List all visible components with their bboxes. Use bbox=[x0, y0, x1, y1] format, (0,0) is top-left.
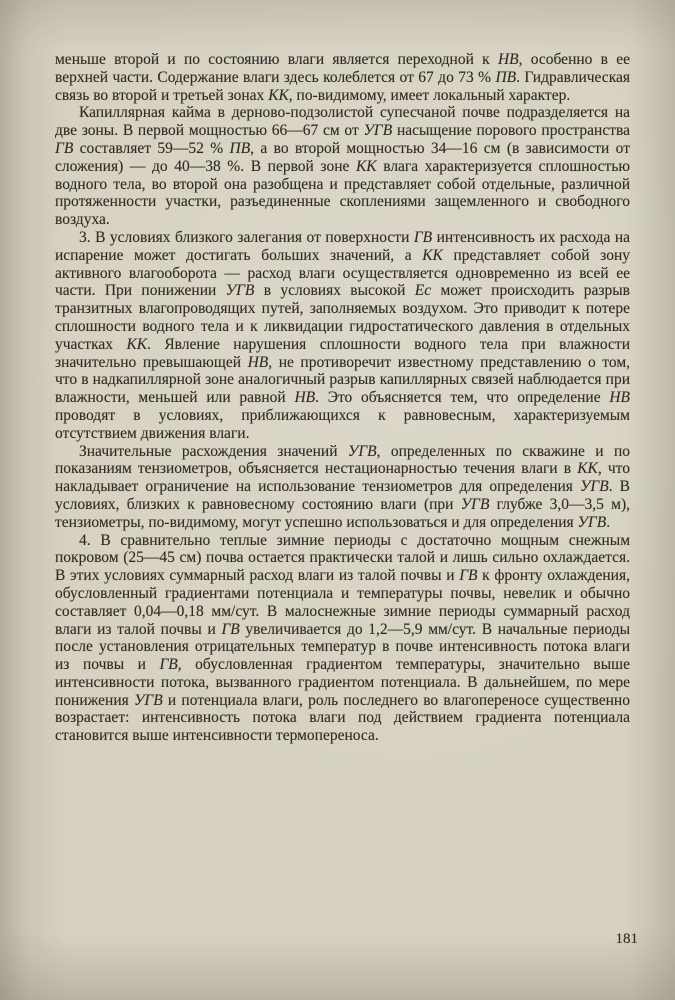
italic-term: ПВ bbox=[495, 68, 517, 86]
italic-term: УГВ bbox=[225, 282, 255, 300]
paragraph: 4. В сравнительно теплые зимние периоды с достаточно мощным снежным покровом (25—45 см) почва остается практически талой и лишь сильно охлаждается. В этих условиях суммарный расход влаги из талой почвы и ГВ к фронту охлаждения, обусловленный градиентами потенциала и температуры почвы, невелик и обычно составляет 0,04—0,18 мм/сут. В малоснежные зимние периоды суммарный расход влаги из талой почвы и ГВ увеличивается до 1,2—5,9 мм/сут. В начальные периоды после установления отрицательных температур в почве интенсивность потока влаги из почвы и ГВ, обусловленная градиентом температуры, значительно выше интенсивности потока, вызванного градиентом потенциала. В дальнейшем, по мере понижения УГВ и потенциала влаги, роль последнего во влагопереносе существенно возрастает: интенсивность потока влаги под действием градиента потенциала становится выше интенсивности термопереноса. bbox=[55, 531, 630, 745]
italic-term: ГВ bbox=[459, 567, 478, 585]
italic-term: ПВ bbox=[229, 139, 251, 157]
italic-term: КК bbox=[356, 157, 377, 175]
italic-term: КК bbox=[126, 335, 148, 353]
italic-term: УГВ bbox=[347, 442, 377, 460]
italic-term: НВ bbox=[294, 389, 316, 407]
paragraph: меньше второй и по состоянию влаги является переходной к НВ, особенно в ее верхней части. Содержание влаги здесь колеблется от 67 до 73 % ПВ. Гидравлическая связь во второй и третьей зонах КК, по-видимому, имеет локальный характер. bbox=[55, 51, 630, 104]
italic-term: УГВ bbox=[580, 478, 609, 496]
italic-term: Ес bbox=[414, 282, 432, 300]
italic-term: УГВ bbox=[363, 122, 393, 140]
text-block bbox=[55, 51, 630, 745]
italic-term: УГВ bbox=[460, 495, 490, 513]
italic-term: ГВ bbox=[159, 656, 178, 674]
italic-term: НВ bbox=[247, 353, 269, 371]
paragraph: Значительные расхождения значений УГВ, определенных по скважине и по показаниям тензиометров, объясняется нестационарностью течения влаги в КК, что накладывает ограничение на использование тензиометров для определения УГВ. В условиях, близких к равновесному состоянию влаги (при УГВ глубже 3,0—3,5 м), тензиометры, по-видимому, могут успешно использоваться и для определения УГВ. bbox=[55, 442, 630, 531]
italic-term: ГВ bbox=[55, 139, 74, 157]
italic-term: ГВ bbox=[413, 228, 433, 246]
italic-term: КК bbox=[422, 246, 443, 264]
italic-term: УГВ bbox=[133, 691, 163, 709]
italic-term: ГВ bbox=[221, 620, 240, 638]
page-number: 181 bbox=[615, 931, 638, 947]
paragraph: Капиллярная кайма в дерново-подзолистой супесчаной почве подразделяется на две зоны. В первой мощностью 66—67 см от УГВ насыщение порового пространства ГВ составляет 59—52 % ПВ, а во второй мощностью 34—16 см (в зависимости от сложения) — до 40—38 %. В первой зоне КК влага характеризуется сплошностью водного тела, во второй она разобщена и представляет собой отдельные, различной протяженности участки, разъединенные скоплениями защемленного и свободного воздуха. bbox=[55, 104, 631, 229]
italic-term: НВ bbox=[497, 51, 519, 68]
italic-term: КК bbox=[268, 86, 289, 104]
italic-term: УГВ bbox=[577, 513, 607, 531]
italic-term: КК bbox=[577, 460, 598, 478]
italic-term: НВ bbox=[609, 389, 631, 407]
paragraph: 3. В условиях близкого залегания от поверхности ГВ интенсивность их расхода на испарение может достигать больших значений, а КК представляет собой зону активного влагооборота — расход влаги осуществляется одновременно из всей ее части. При понижении УГВ в условиях высокой Ес может происходить разрыв транзитных влагопроводящих путей, заполняемых воздухом. Это приводит к потере сплошности водного тела и к ликвидации гидростатического давления в отдельных участках КК. Явление нарушения сплошности водного тела при влажности значительно превышающей НВ, не противоречит известному представлению о том, что в надкапиллярной зоне аналогичный разрыв капиллярных связей наблюдается при влажности, меньшей или равной НВ. Это объясняется тем, что определение НВ проводят в условиях, приближающихся к равновесным, характеризуемым отсутствием движения влаги. bbox=[55, 228, 631, 442]
